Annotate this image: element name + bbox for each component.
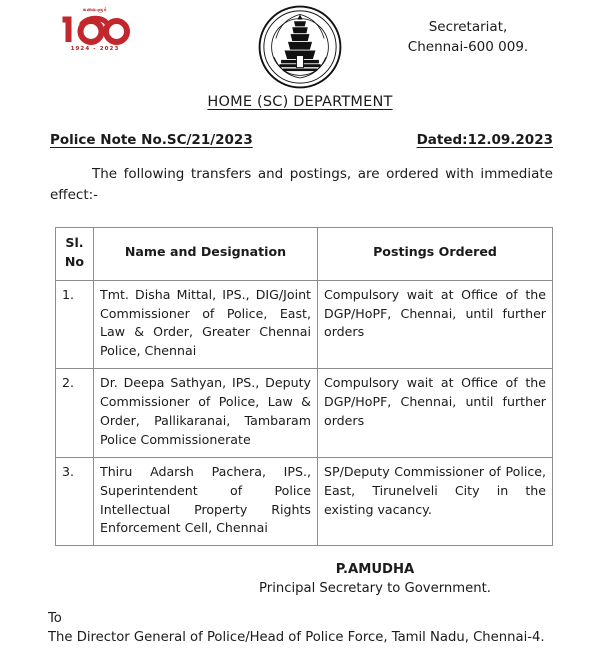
table-header-row bbox=[56, 227, 553, 280]
police-note-number: Police Note No.SC/21/2023 bbox=[50, 132, 253, 148]
table-row bbox=[56, 457, 553, 546]
centenary-logo bbox=[52, 8, 138, 52]
centenary-logo-tamil-caption: கலைஞர் bbox=[82, 7, 108, 13]
row-serial-number: 1. bbox=[56, 280, 94, 369]
row-posting-ordered: Compulsory wait at Office of the DGP/HoPF, Chennai, until further orders bbox=[318, 280, 553, 369]
recipient-name: The Director General of Police/Head of Police Force, Tamil Nadu, Chennai-4. bbox=[48, 630, 545, 646]
column-header-sl-line1: Sl. bbox=[65, 234, 84, 250]
address-line-1: Secretariat, bbox=[428, 19, 508, 35]
centenary-logo-years: 1924 - 2023 bbox=[70, 45, 120, 52]
table-row bbox=[56, 369, 553, 458]
document-header bbox=[0, 0, 600, 92]
note-header-row bbox=[50, 132, 553, 148]
row-serial-number: 2. bbox=[56, 369, 94, 458]
signatory-name: P.AMUDHA bbox=[335, 562, 415, 578]
column-header-sl-no bbox=[56, 227, 94, 280]
signature-block bbox=[0, 560, 600, 598]
row-name-designation: Thiru Adarsh Pachera, IPS., Superintendent of Police Intellectual Property Rights Enforcement Cell, Chennai bbox=[94, 457, 318, 546]
row-posting-ordered: Compulsory wait at Office of the DGP/HoPF, Chennai, until further orders bbox=[318, 369, 553, 458]
table-row bbox=[56, 280, 553, 369]
postings-table bbox=[55, 227, 553, 546]
row-name-designation: Dr. Deepa Sathyan, IPS., Deputy Commissioner of Police, Law & Order, Pallikaranai, Tambaram Police Commissionerate bbox=[94, 369, 318, 458]
tamil-nadu-state-emblem-icon bbox=[257, 4, 343, 90]
row-posting-ordered: SP/Deputy Commissioner of Police, East, Tirunelveli City in the existing vacancy. bbox=[318, 457, 553, 546]
column-header-sl-line2: No bbox=[64, 253, 85, 269]
department-title-text: HOME (SC) DEPARTMENT bbox=[207, 94, 393, 110]
column-header-name-designation: Name and Designation bbox=[94, 227, 318, 280]
department-title bbox=[0, 94, 600, 110]
to-label: To bbox=[48, 610, 62, 626]
column-header-postings-ordered: Postings Ordered bbox=[318, 227, 553, 280]
row-serial-number: 3. bbox=[56, 457, 94, 546]
row-name-designation: Tmt. Disha Mittal, IPS., DIG/Joint Commissioner of Police, East, Law & Order, Greater Chennai Police, Chennai bbox=[94, 280, 318, 369]
intro-paragraph: The following transfers and postings, are ordered with immediate effect:- bbox=[50, 166, 553, 203]
signatory-designation: Principal Secretary to Government. bbox=[259, 581, 491, 597]
recipient-block bbox=[48, 609, 600, 648]
secretariat-address bbox=[368, 18, 568, 57]
centenary-100-icon bbox=[52, 15, 142, 45]
address-line-2: Chennai-600 009. bbox=[407, 38, 529, 55]
note-date: Dated:12.09.2023 bbox=[416, 132, 553, 148]
